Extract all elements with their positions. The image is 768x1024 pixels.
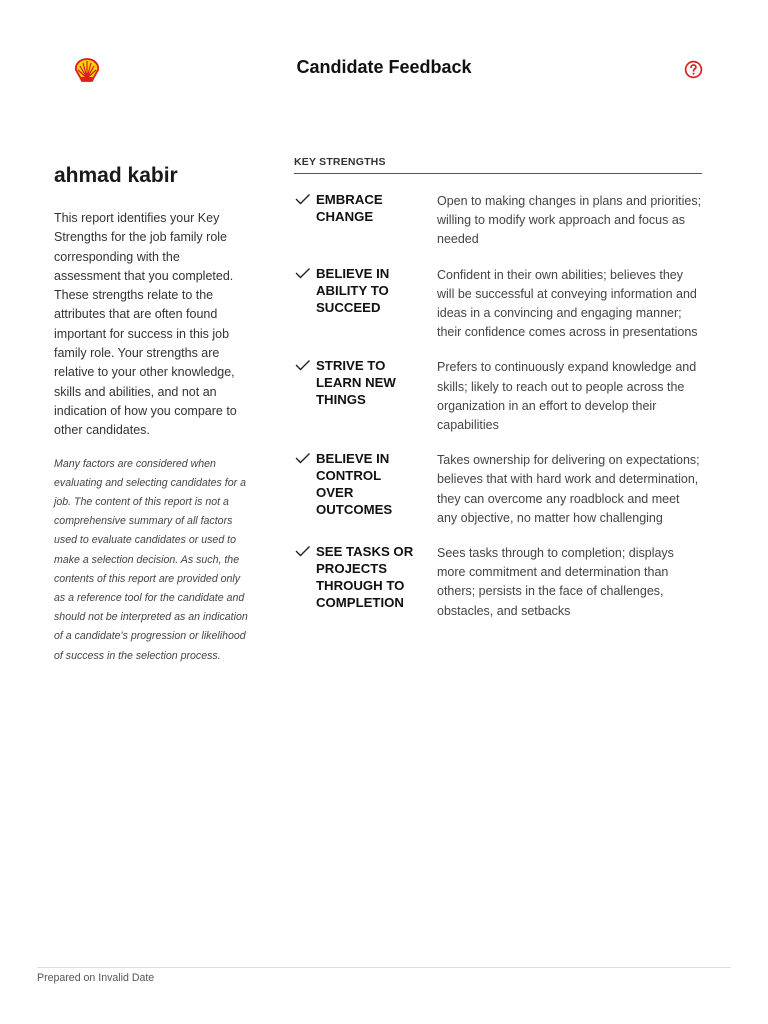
check-icon (294, 193, 316, 205)
report-intro: This report identifies your Key Strengths for the job family role corresponding with the assessment that you completed. These strengths relate to the attributes that are often found important for success in this job family role. Your strengths are relative to your other knowledge, skills and abilities, and not an indication of how you compare to other candidates. (54, 211, 237, 438)
strength-item (294, 188, 702, 250)
check-icon (294, 545, 316, 557)
strength-description: Prefers to continuously expand knowledge and skills; likely to reach out to people across the organization in an effort to develop their capabilities (437, 360, 697, 433)
footer-divider (37, 967, 731, 968)
section-title: KEY STRENGTHS (294, 156, 702, 174)
strength-item (294, 354, 702, 435)
strength-name: BELIEVE IN ABILITY TO SUCCEED (316, 265, 390, 315)
strength-item (294, 447, 702, 528)
strength-description: Open to making changes in plans and priorities; willing to modify work approach and focus as needed (437, 194, 702, 247)
check-icon (294, 452, 316, 464)
check-icon (294, 359, 316, 371)
footer-prepared-date: Prepared on Invalid Date (37, 972, 155, 984)
strength-item (294, 262, 702, 343)
strength-name: STRIVE TO LEARN NEW THINGS (316, 358, 396, 408)
strength-name: EMBRACE CHANGE (316, 192, 383, 224)
page-title: Candidate Feedback (296, 57, 472, 77)
strength-description: Takes ownership for delivering on expectations; believes that with hard work and determination, they can overcome any roadblock and meet any objective, no matter how challenging (437, 453, 700, 525)
candidate-name: ahmad kabir (54, 164, 178, 187)
key-strengths-section (294, 156, 702, 621)
strength-name: SEE TASKS OR PROJECTS THROUGH TO COMPLETION (316, 544, 414, 611)
page-header (0, 0, 768, 110)
candidate-panel (54, 162, 248, 666)
strength-name: BELIEVE IN CONTROL OVER OUTCOMES (316, 451, 393, 518)
report-disclaimer: Many factors are considered when evaluating and selecting candidates for a job. The content of this report is not a comprehensive summary of all factors used to evaluate candidates or used to make a selection decision. As such, the contents of this report are provided only as a reference tool for the candidate and should not be interpreted as an indication of a candidate's progression or likelihood of success in the selection process. (54, 457, 248, 662)
help-circle-icon[interactable] (684, 60, 703, 79)
strength-description: Confident in their own abilities; believes they will be successful at conveying information and ideas in a convincing and engaging manner; their confidence comes across in presentations (437, 267, 698, 340)
strength-description: Sees tasks through to completion; displays more commitment and determination than others; persists in the face of challenges, obstacles, and setbacks (437, 546, 674, 618)
check-icon (294, 267, 316, 279)
strength-item (294, 540, 702, 621)
